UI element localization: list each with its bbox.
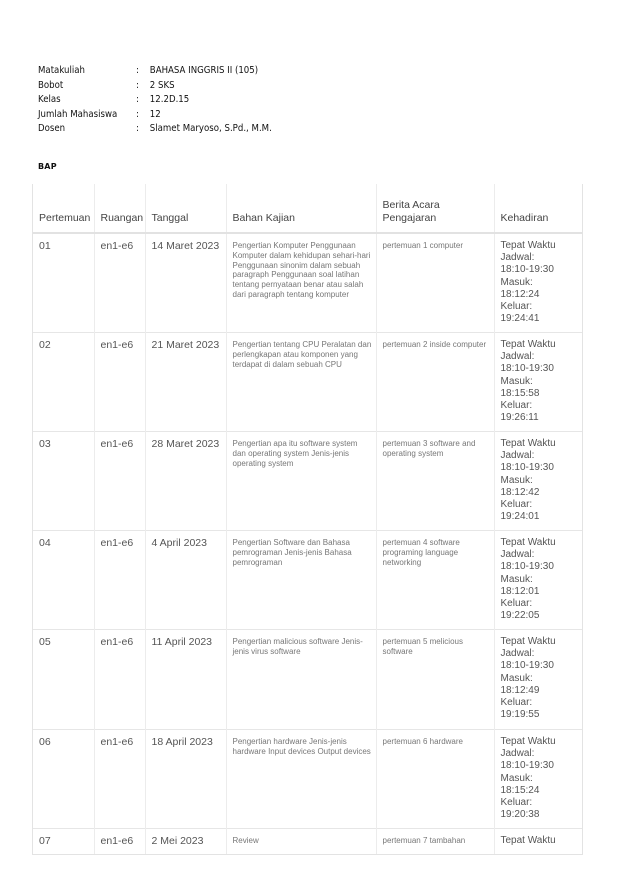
attendance-masuk: 18:12:49 <box>500 684 540 696</box>
course-info <box>38 64 310 137</box>
info-value: BAHASA INGGRIS II (105) <box>149 65 259 76</box>
attendance-status: Tepat Waktu <box>500 240 556 251</box>
attendance-jadwal-label: Jadwal: <box>500 648 535 660</box>
attendance-keluar-label: Keluar: <box>500 697 533 709</box>
attendance-jadwal-label: Jadwal: <box>500 450 535 462</box>
table-row <box>33 630 582 730</box>
info-label: Dosen <box>38 123 66 134</box>
attendance-masuk-label: Masuk: <box>500 772 533 784</box>
cell-tanggal: 11 April 2023 <box>145 630 226 730</box>
attendance-status: Tepat Waktu <box>500 438 556 449</box>
cell-ruangan: en1-e6 <box>94 829 145 855</box>
attendance-keluar-label: Keluar: <box>500 797 533 809</box>
cell-berita-acara: pertemuan 2 inside computer <box>376 333 494 432</box>
col-header-tanggal: Tanggal <box>145 184 226 233</box>
info-row-matakuliah <box>38 64 272 79</box>
info-label: Kelas <box>38 94 61 105</box>
attendance-keluar: 19:19:55 <box>500 709 540 721</box>
cell-ruangan: en1-e6 <box>94 233 145 333</box>
cell-ruangan: en1-e6 <box>94 432 145 531</box>
cell-kehadiran <box>494 432 582 531</box>
cell-berita-acara: pertemuan 3 software and operating system <box>376 432 494 531</box>
table-row <box>33 233 582 333</box>
attendance-keluar: 19:26:11 <box>500 412 539 424</box>
info-colon: : <box>136 108 139 120</box>
cell-berita-acara: pertemuan 4 software programing language networking <box>376 531 494 630</box>
cell-berita-acara: pertemuan 7 tambahan <box>376 829 494 855</box>
attendance-masuk: 18:15:58 <box>500 387 540 399</box>
cell-pertemuan: 01 <box>33 233 94 333</box>
attendance-keluar: 19:24:41 <box>500 313 540 325</box>
cell-kehadiran <box>494 630 582 730</box>
cell-berita-acara: pertemuan 6 hardware <box>376 730 494 829</box>
col-header-ruangan: Ruangan <box>94 184 145 233</box>
cell-bahan-kajian: Pengertian apa itu software system dan operating system Jenis-jenis operating system <box>226 432 376 531</box>
attendance-jadwal: 18:10-19:30 <box>500 660 554 672</box>
cell-kehadiran <box>494 531 582 630</box>
cell-kehadiran <box>494 233 582 333</box>
attendance-status: Tepat Waktu <box>500 835 556 846</box>
cell-ruangan: en1-e6 <box>94 730 145 829</box>
col-header-pertemuan: Pertemuan <box>33 184 94 233</box>
attendance-status: Tepat Waktu <box>500 636 556 647</box>
col-header-berita-acara: Berita Acara Pengajaran <box>376 184 494 233</box>
attendance-masuk: 18:12:24 <box>500 288 540 300</box>
table-row <box>33 333 582 432</box>
cell-tanggal: 18 April 2023 <box>145 730 226 829</box>
attendance-jadwal: 18:10-19:30 <box>500 264 554 276</box>
cell-tanggal: 4 April 2023 <box>145 531 226 630</box>
cell-tanggal: 2 Mei 2023 <box>145 829 226 855</box>
cell-pertemuan: 04 <box>33 531 94 630</box>
attendance-jadwal: 18:10-19:30 <box>500 760 554 772</box>
attendance-keluar-label: Keluar: <box>500 400 533 412</box>
attendance-status: Tepat Waktu <box>500 736 556 747</box>
info-colon: : <box>136 94 139 105</box>
table-header-row <box>33 184 582 233</box>
attendance-masuk-label: Masuk: <box>500 276 533 288</box>
attendance-keluar: 19:20:38 <box>500 809 540 821</box>
attendance-status: Tepat Waktu <box>500 339 556 350</box>
cell-ruangan: en1-e6 <box>94 333 145 432</box>
info-value: 12.2D.15 <box>149 94 190 105</box>
attendance-masuk: 18:12:42 <box>500 486 540 498</box>
attendance-masuk-label: Masuk: <box>500 672 533 684</box>
table-row <box>33 432 582 531</box>
info-value: 2 SKS <box>149 79 175 91</box>
table-row <box>33 730 582 829</box>
table-row <box>33 829 582 855</box>
info-row-kelas <box>38 93 272 108</box>
cell-berita-acara: pertemuan 1 computer <box>376 233 494 333</box>
attendance-jadwal: 18:10-19:30 <box>500 462 554 474</box>
cell-kehadiran <box>494 333 582 432</box>
cell-bahan-kajian: Pengertian hardware Jenis-jenis hardware Input devices Output devices <box>226 730 376 829</box>
cell-pertemuan: 06 <box>33 730 94 829</box>
attendance-keluar-label: Keluar: <box>500 301 533 313</box>
cell-pertemuan: 05 <box>33 630 94 730</box>
bap-table-container <box>32 184 583 855</box>
info-colon: : <box>136 123 139 134</box>
attendance-jadwal-label: Jadwal: <box>500 351 535 363</box>
cell-pertemuan: 03 <box>33 432 94 531</box>
cell-pertemuan: 07 <box>33 829 94 855</box>
cell-kehadiran <box>494 829 582 855</box>
bap-table <box>33 184 582 854</box>
info-label: Matakuliah <box>38 65 86 76</box>
attendance-jadwal: 18:10-19:30 <box>500 561 554 573</box>
cell-bahan-kajian: Review <box>226 829 376 855</box>
attendance-jadwal-label: Jadwal: <box>500 748 535 760</box>
cell-bahan-kajian: Pengertian tentang CPU Peralatan dan perlengkapan atau komponen yang terdapat di dalam sebuah CPU <box>226 333 376 432</box>
attendance-keluar-label: Keluar: <box>500 499 533 511</box>
attendance-keluar: 19:24:01 <box>500 511 540 523</box>
info-row-dosen <box>38 122 272 137</box>
info-colon: : <box>136 79 139 91</box>
cell-berita-acara: pertemuan 5 melicious software <box>376 630 494 730</box>
info-value: 12 <box>149 108 161 120</box>
cell-pertemuan: 02 <box>33 333 94 432</box>
cell-ruangan: en1-e6 <box>94 630 145 730</box>
section-title: BAP <box>38 162 57 171</box>
info-label: Jumlah Mahasiswa <box>38 108 118 120</box>
attendance-jadwal-label: Jadwal: <box>500 252 535 264</box>
attendance-keluar: 19:22:05 <box>500 610 540 622</box>
cell-tanggal: 28 Maret 2023 <box>145 432 226 531</box>
cell-bahan-kajian: Pengertian Software dan Bahasa pemrograman Jenis-jenis Bahasa pemrograman <box>226 531 376 630</box>
attendance-status: Tepat Waktu <box>500 537 556 548</box>
cell-ruangan: en1-e6 <box>94 531 145 630</box>
table-row <box>33 531 582 630</box>
col-header-bahan-kajian: Bahan Kajian <box>226 184 376 233</box>
attendance-masuk-label: Masuk: <box>500 474 533 486</box>
attendance-masuk-label: Masuk: <box>500 375 533 387</box>
cell-tanggal: 21 Maret 2023 <box>145 333 226 432</box>
attendance-masuk-label: Masuk: <box>500 573 533 585</box>
cell-bahan-kajian: Pengertian malicious software Jenis-jenis virus software <box>226 630 376 730</box>
col-header-kehadiran: Kehadiran <box>494 184 582 233</box>
attendance-jadwal: 18:10-19:30 <box>500 363 554 375</box>
cell-bahan-kajian: Pengertian Komputer Penggunaan Komputer dalam kehidupan sehari-hari Penggunaan sinonim dalam sebuah paragraph Penggunaan soal latihan tentang pernyataan benar atau salah dari paragraph tentang komputer <box>226 233 376 333</box>
attendance-masuk: 18:15:24 <box>500 784 540 796</box>
attendance-keluar-label: Keluar: <box>500 598 533 610</box>
attendance-jadwal-label: Jadwal: <box>500 549 535 561</box>
info-row-jumlah-mahasiswa <box>38 108 272 123</box>
info-colon: : <box>136 65 139 76</box>
cell-tanggal: 14 Maret 2023 <box>145 233 226 333</box>
info-value: Slamet Maryoso, S.Pd., M.M. <box>149 123 272 134</box>
attendance-masuk: 18:12:01 <box>500 585 540 597</box>
cell-kehadiran <box>494 730 582 829</box>
info-label: Bobot <box>38 79 64 91</box>
info-row-bobot <box>38 79 272 94</box>
